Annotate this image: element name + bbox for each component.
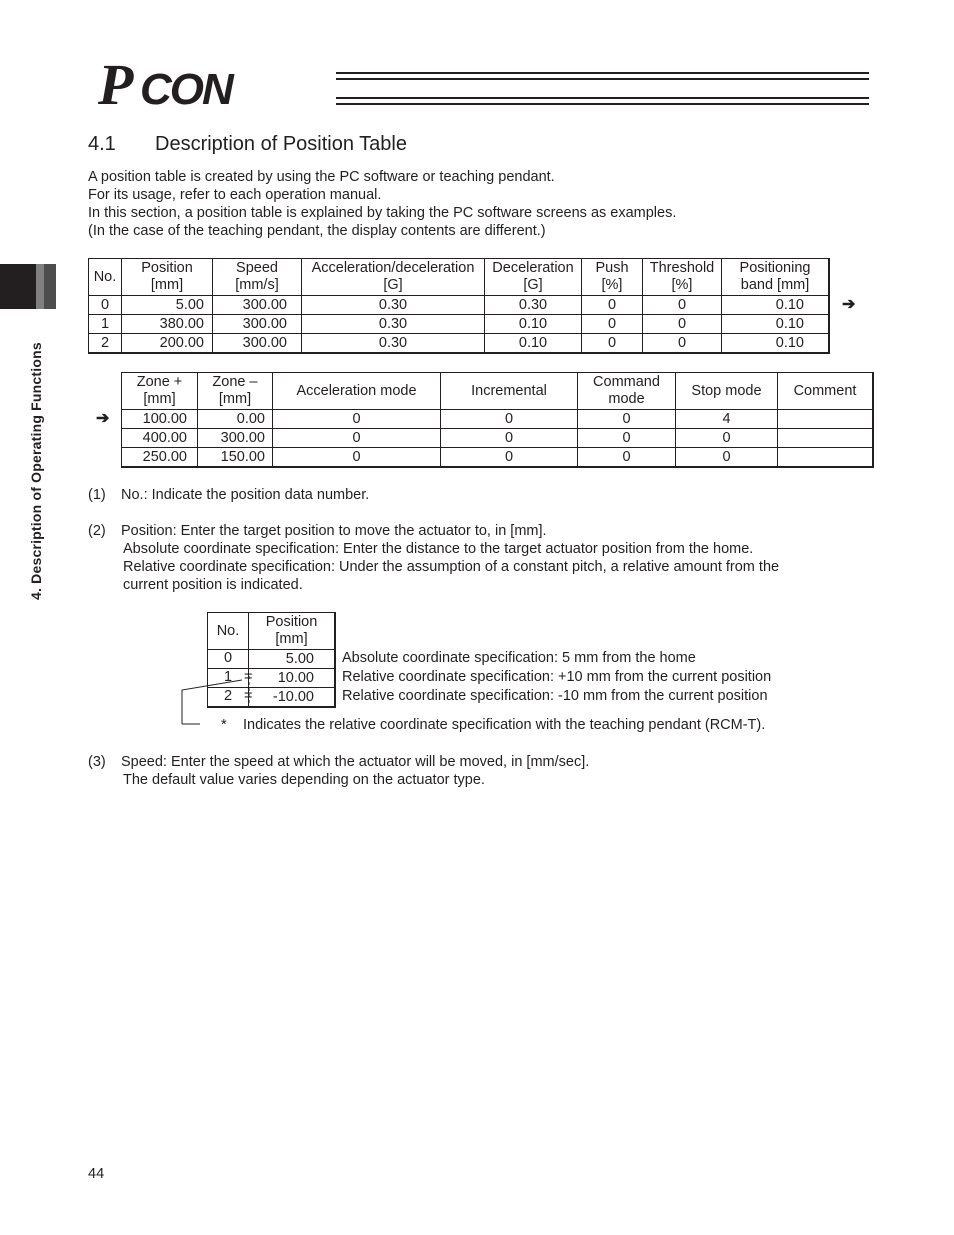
continuation-arrow-icon: ➔ (96, 410, 110, 427)
col-header-zone-plus: Zone + [mm] (122, 373, 198, 410)
col-header-acceleration: Acceleration/deceleration [G] (302, 259, 485, 296)
table-cell: 0 (578, 410, 676, 429)
item-line: current position is indicated. (123, 577, 303, 593)
table-cell: 5.00 (122, 296, 213, 315)
table-cell: 0.30 (485, 296, 582, 315)
table-header-row (122, 373, 874, 410)
table-cell (778, 429, 874, 448)
table-cell: 0 (582, 315, 643, 334)
table-cell: -10.00 (249, 688, 336, 708)
col-header-positioning-band: Positioning band [mm] (722, 259, 830, 296)
col-header-command-mode: Command mode (578, 373, 676, 410)
table-cell: 0.00 (198, 410, 273, 429)
table-cell: 0 (273, 410, 441, 429)
item-line: Relative coordinate specification: Under the assumption of a constant pitch, a relative amount from the (123, 559, 780, 575)
col-header-comment: Comment (778, 373, 874, 410)
table-cell: 250.00 (122, 448, 198, 468)
intro-line: A position table is created by using the PC software or teaching pendant. (88, 169, 555, 185)
table-cell: 300.00 (198, 429, 273, 448)
table-cell: 0.30 (302, 334, 485, 354)
table-cell: 0.10 (722, 296, 830, 315)
item-number: (2) (88, 523, 106, 539)
table-cell: 0 (582, 296, 643, 315)
col-header-speed: Speed [mm/s] (213, 259, 302, 296)
intro-paragraph (88, 168, 676, 240)
item-line: Absolute coordinate specification: Enter the distance to the target actuator position from the home. (123, 541, 754, 557)
col-header-threshold: Threshold [%] (643, 259, 722, 296)
item-3 (88, 753, 589, 789)
col-header-position: Position [mm] (249, 613, 336, 650)
table-cell: 10.00 (249, 669, 336, 688)
col-header-no: No. (208, 613, 249, 650)
page-number: 44 (88, 1166, 105, 1182)
table-cell: 0.30 (302, 315, 485, 334)
header-rule (336, 72, 869, 74)
table-header-row (208, 613, 336, 650)
table-cell: 100.00 (122, 410, 198, 429)
footnote-mark: * (221, 717, 227, 733)
table-cell: 0 (643, 296, 722, 315)
table-row (89, 334, 830, 354)
table-cell: 0 (676, 448, 778, 468)
item-1 (88, 486, 369, 504)
table-row (122, 429, 874, 448)
side-tab-block (0, 264, 36, 309)
intro-line: (In the case of the teaching pendant, the display contents are different.) (88, 223, 546, 239)
table-cell: 0.10 (485, 334, 582, 354)
side-tab-block (44, 264, 56, 309)
table-cell: 0 (273, 429, 441, 448)
table-cell: 0 (441, 448, 578, 468)
table-cell: 300.00 (213, 315, 302, 334)
table-cell: 1 (89, 315, 122, 334)
table-cell: 0 (441, 410, 578, 429)
col-header-no: No. (89, 259, 122, 296)
table-cell: 300.00 (213, 334, 302, 354)
table-cell: 0 (643, 315, 722, 334)
item-line: The default value varies depending on the actuator type. (123, 772, 485, 788)
pcon-logo (96, 56, 336, 112)
table-cell: 0 (643, 334, 722, 354)
item-text: No.: Indicate the position data number. (121, 487, 370, 503)
side-chapter-label: 4. Description of Operating Functions (28, 342, 44, 600)
table3-note: Relative coordinate specification: -10 mm from the current position (342, 688, 768, 704)
continuation-arrow-icon: ➔ (842, 296, 856, 313)
table-cell: 0 (273, 448, 441, 468)
col-header-deceleration: Deceleration [G] (485, 259, 582, 296)
table-cell: 0.10 (722, 315, 830, 334)
table-cell: 0.30 (302, 296, 485, 315)
table-cell: 150.00 (198, 448, 273, 468)
table-cell: 4 (676, 410, 778, 429)
col-header-push: Push [%] (582, 259, 643, 296)
table-cell: 0 (578, 448, 676, 468)
table-row (208, 650, 336, 669)
table-cell: 5.00 (249, 650, 336, 669)
col-header-acceleration-mode: Acceleration mode (273, 373, 441, 410)
table3-note: Relative coordinate specification: +10 mm from the current position (342, 669, 772, 685)
intro-line: For its usage, refer to each operation manual. (88, 187, 382, 203)
section-heading (88, 133, 407, 156)
table-cell: 200.00 (122, 334, 213, 354)
table-cell: 2 = (208, 688, 249, 708)
table-cell: 2 (89, 334, 122, 354)
table-cell (778, 448, 874, 468)
section-title: Description of Position Table (155, 133, 407, 155)
table-cell: 400.00 (122, 429, 198, 448)
table-cell: 0 (676, 429, 778, 448)
relative-mark: = (244, 688, 253, 704)
table-cell: 300.00 (213, 296, 302, 315)
table-row (122, 448, 874, 468)
table-cell: 0 (89, 296, 122, 315)
table-cell: 380.00 (122, 315, 213, 334)
table-cell: 0 (441, 429, 578, 448)
position-table-part2 (121, 372, 874, 468)
intro-line: In this section, a position table is explained by taking the PC software screens as examples. (88, 205, 677, 221)
table-cell: 0.10 (485, 315, 582, 334)
item-number: (3) (88, 754, 106, 770)
table-cell: 0.10 (722, 334, 830, 354)
table-cell: 1 = (208, 669, 249, 688)
col-header-stop-mode: Stop mode (676, 373, 778, 410)
table-cell (778, 410, 874, 429)
col-header-zone-minus: Zone – [mm] (198, 373, 273, 410)
col-header-incremental: Incremental (441, 373, 578, 410)
relative-mark: = (244, 669, 253, 685)
header-rule (336, 78, 869, 80)
section-number: 4.1 (88, 133, 116, 155)
table-cell: 0 (582, 334, 643, 354)
table3-note: Absolute coordinate specification: 5 mm from the home (342, 650, 696, 666)
footnote (221, 717, 765, 733)
header-rule (336, 103, 869, 105)
item-number: (1) (88, 487, 106, 503)
position-table-part1 (88, 258, 830, 354)
svg-text:P: P (98, 56, 134, 112)
header-rule (336, 97, 869, 99)
svg-text:CON: CON (140, 65, 232, 112)
item-text: Speed: Enter the speed at which the actuator will be moved, in [mm/sec]. (121, 754, 590, 770)
table-row (122, 410, 874, 429)
table-row (89, 315, 830, 334)
item-2 (88, 522, 779, 594)
side-tab-block (36, 264, 44, 309)
col-header-position: Position [mm] (122, 259, 213, 296)
table-cell: 0 (208, 650, 249, 669)
item-text: Position: Enter the target position to move the actuator to, in [mm]. (121, 523, 547, 539)
footnote-text: Indicates the relative coordinate specification with the teaching pendant (RCM-T). (243, 717, 766, 733)
table-header-row (89, 259, 830, 296)
table-cell: 0 (578, 429, 676, 448)
table-row (89, 296, 830, 315)
